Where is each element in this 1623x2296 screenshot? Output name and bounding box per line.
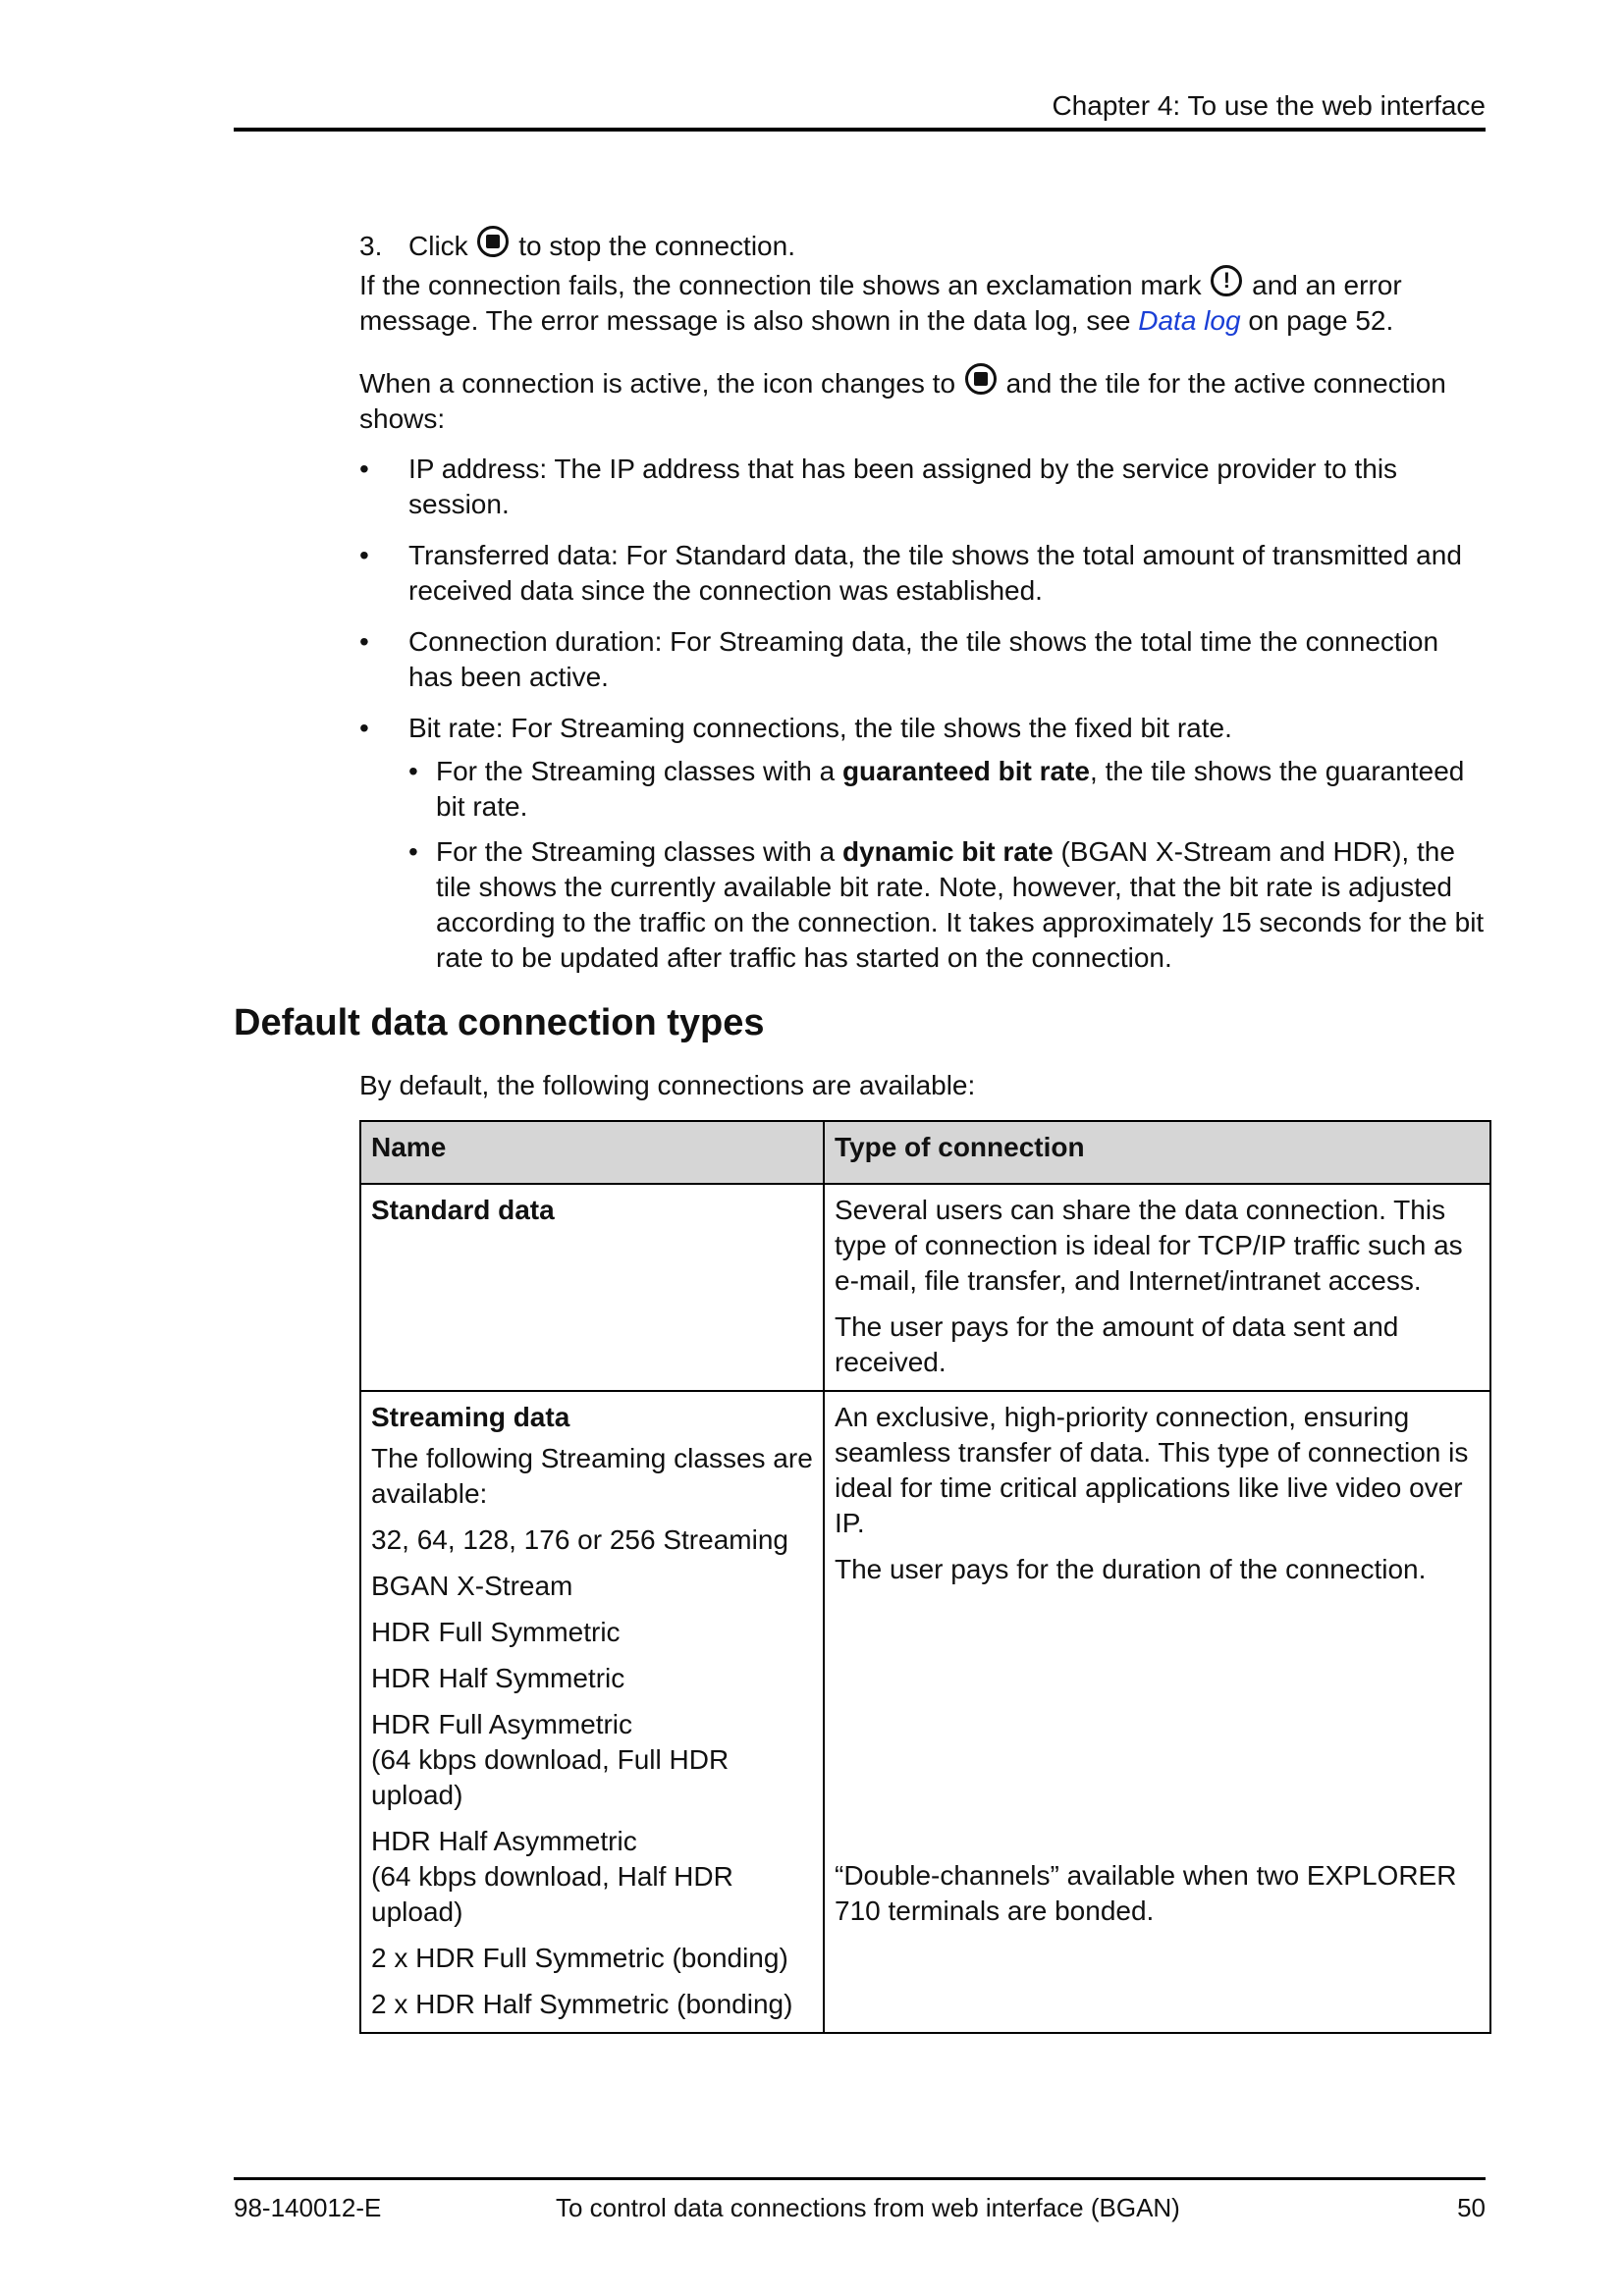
sub-text-bold: dynamic bit rate: [841, 836, 1054, 867]
sub-text-pre: For the Streaming classes with a: [436, 836, 836, 867]
fail-text-2: and an error message. The error message is also shown in the data log, see: [359, 270, 1402, 336]
data-log-link[interactable]: Data log: [1138, 305, 1241, 336]
streaming-class: 2 x HDR Half Symmetric (bonding): [371, 1989, 793, 2019]
sub-text-post: (BGAN X-Stream and HDR), the tile shows the currently available bit rate. Note, however, that the bit rate is adjusted according to the traffic on the connection. It takes approximately 15 seconds for the bit rate to be updated after traffic has started on the connection.: [436, 836, 1485, 973]
standard-desc-1: Several users can share the data connection. This type of connection is ideal for TCP/IP traffic such as e-mail, file transfer, and Internet/intranet access.: [835, 1195, 1463, 1296]
bit-rate-text: Bit rate: For Streaming connections, the tile shows the fixed bit rate.: [408, 713, 1232, 743]
list-item: • Transferred data: For Standard data, the tile shows the total amount of transmitted and received data since the connection was established.: [359, 538, 1486, 609]
tile-info-list: [359, 452, 1486, 991]
streaming-class-line: HDR Full Asymmetric: [371, 1709, 633, 1739]
table-header-type: Type of connection: [824, 1121, 1490, 1184]
footer-doc-number: 98-140012-E: [234, 2193, 382, 2222]
table-header-name: Name: [360, 1121, 824, 1184]
footer-rule: [234, 2177, 1486, 2180]
table-header-row: [360, 1121, 1490, 1184]
list-item: • Connection duration: For Streaming data, the tile shows the total time the connection has been active.: [359, 624, 1486, 695]
footer-page-number: 50: [1457, 2193, 1486, 2222]
active-paragraph: [359, 363, 1486, 437]
connection-types-table: [359, 1120, 1491, 2034]
active-text-2: and the tile for the active connection shows:: [359, 368, 1446, 434]
table-row: [360, 1184, 1490, 1391]
fail-paragraph: [359, 265, 1486, 339]
streaming-class: HDR Full Symmetric: [371, 1617, 621, 1647]
streaming-class-line: HDR Half Asymmetric: [371, 1826, 637, 1856]
stop-circle-icon: [477, 226, 509, 257]
streaming-classes-intro: The following Streaming classes are available:: [371, 1443, 813, 1509]
stop-circle-icon: [965, 363, 997, 395]
spacer: [835, 1598, 1480, 1858]
streaming-class: 2 x HDR Full Symmetric (bonding): [371, 1943, 788, 1973]
bit-rate-sub-list: [408, 754, 1486, 976]
streaming-class: [371, 1707, 813, 1813]
sub-text-pre: For the Streaming classes with a: [436, 756, 836, 786]
streaming-desc-2: The user pays for the duration of the connection.: [835, 1554, 1427, 1584]
streaming-class-line: (64 kbps download, Half HDR upload): [371, 1861, 733, 1927]
list-item: • IP address: The IP address that has been assigned by the service provider to this session.: [359, 452, 1486, 522]
streaming-class: [371, 1824, 813, 1930]
streaming-class: BGAN X-Stream: [371, 1571, 573, 1601]
sub-list-item: [408, 834, 1486, 976]
section-intro: By default, the following connections are available:: [359, 1070, 976, 1100]
step-text-after: to stop the connection.: [518, 231, 795, 261]
list-item: [359, 711, 1486, 976]
sub-text-bold: guaranteed bit rate: [841, 756, 1091, 786]
header-rule: [234, 128, 1486, 132]
fail-text-1: If the connection fails, the connection tile shows an exclamation mark: [359, 270, 1202, 300]
standard-desc-cell: [824, 1184, 1490, 1391]
step-3: [359, 226, 1486, 264]
sub-text-post: , the tile shows the guaranteed bit rate.: [436, 756, 1465, 822]
streaming-class: 32, 64, 128, 176 or 256 Streaming: [371, 1524, 788, 1555]
standard-data-name: Standard data: [371, 1195, 555, 1225]
standard-name-cell: [360, 1184, 824, 1391]
streaming-class-line: (64 kbps download, Full HDR upload): [371, 1744, 730, 1810]
exclamation-circle-icon: [1211, 265, 1242, 296]
table-row: [360, 1391, 1490, 2033]
standard-desc-2: The user pays for the amount of data sent and received.: [835, 1311, 1399, 1377]
streaming-class: HDR Half Symmetric: [371, 1663, 625, 1693]
streaming-data-name: Streaming data: [371, 1402, 570, 1432]
active-text-1: When a connection is active, the icon changes to: [359, 368, 956, 399]
section-heading: Default data connection types: [234, 1002, 765, 1043]
streaming-desc-3: “Double-channels” available when two EXPLORER 710 terminals are bonded.: [835, 1860, 1457, 1926]
streaming-name-cell: [360, 1391, 824, 2033]
step-number: 3.: [359, 231, 383, 261]
chapter-header: Chapter 4: To use the web interface: [1052, 90, 1486, 121]
sub-list-item: [408, 754, 1486, 825]
streaming-desc-1: An exclusive, high-priority connection, ensuring seamless transfer of data. This type of connection is ideal for time critical applications like live video over IP.: [835, 1402, 1469, 1538]
streaming-desc-cell: [824, 1391, 1490, 2033]
footer-title: To control data connections from web interface (BGAN): [556, 2193, 1180, 2222]
fail-text-3: on page 52.: [1248, 305, 1394, 336]
step-text-before: Click: [408, 231, 468, 261]
